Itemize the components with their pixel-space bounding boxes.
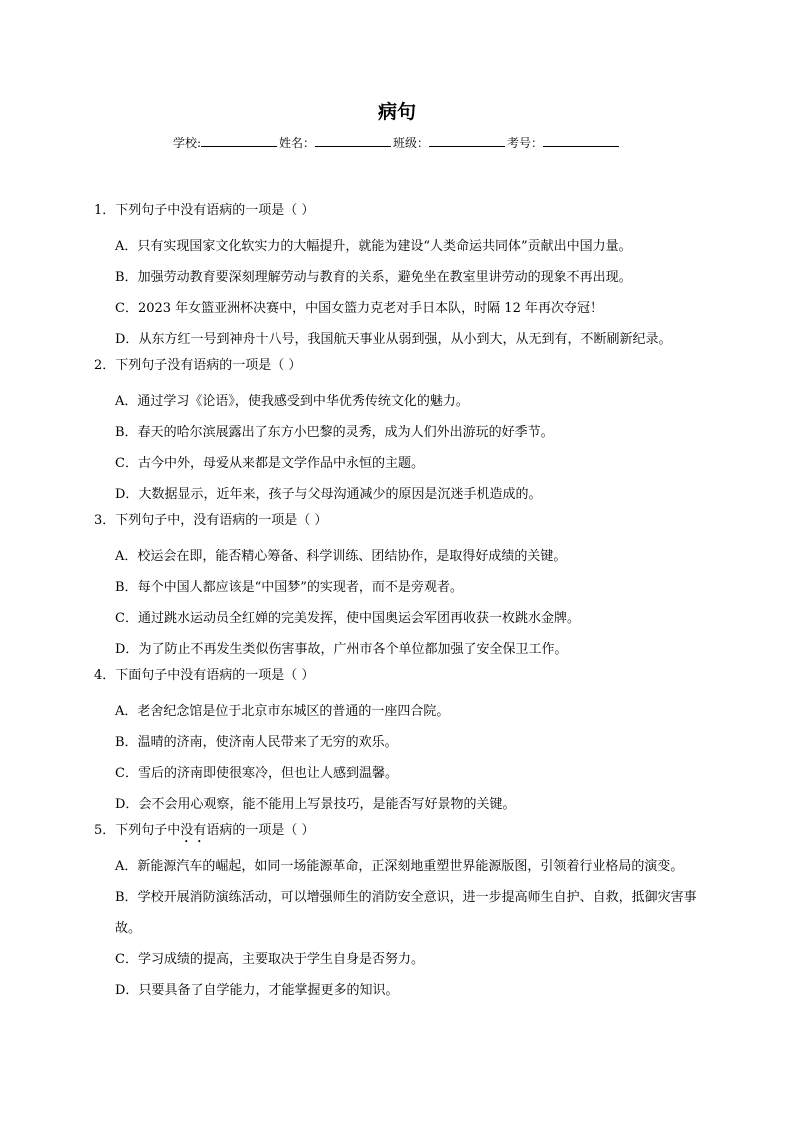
question-stem [0, 820, 794, 841]
school-blank[interactable] [201, 134, 277, 147]
option-text: 2023 年女篮亚洲杯决赛中，中国女篮力克老对手日本队，时隔 12 年再次夺冠！ [137, 301, 603, 316]
option-text: 老舍纪念馆是位于北京市东城区的普通的一座四合院。 [137, 704, 450, 719]
question-number: 5． [94, 823, 116, 838]
question-text-pre: 下列句子中 [115, 823, 181, 838]
question-1 [0, 200, 794, 355]
class-blank[interactable] [429, 134, 505, 147]
option-b[interactable] [0, 572, 794, 603]
option-letter: C． [115, 766, 138, 781]
option-text: 雪后的济南即使很寒冷，但也让人感到温馨。 [137, 766, 398, 781]
exam-no-blank[interactable] [543, 134, 619, 147]
option-letter: A． [115, 859, 138, 874]
question-stem [0, 510, 794, 531]
option-text: 只有实现国家文化软实力的大幅提升，就能为建设“人类命运共同体”贡献出中国力量。 [137, 239, 632, 254]
question-3 [0, 510, 794, 665]
question-number: 3． [94, 513, 116, 528]
option-text: 大数据显示，近年来，孩子与父母沟通减少的原因是沉迷手机造成的。 [138, 487, 542, 502]
question-4 [0, 665, 794, 820]
option-text: 温晴的济南，使济南人民带来了无穷的欢乐。 [137, 735, 398, 750]
option-letter: B． [115, 270, 138, 285]
question-stem [0, 200, 794, 221]
option-letter: C． [115, 952, 138, 967]
class-label: 班级： [393, 136, 430, 150]
question-text: 下列句子中没有语病的一项是（ ） [115, 203, 315, 218]
school-label: 学校: [172, 136, 201, 150]
option-c[interactable] [0, 603, 794, 634]
option-text: 加强劳动教育要深刻理解劳动与教育的关系，避免坐在教室里讲劳动的现象不再出现。 [137, 270, 632, 285]
option-a[interactable] [0, 851, 794, 882]
option-b[interactable] [0, 262, 794, 293]
question-stem [0, 355, 794, 376]
question-number: 2． [94, 358, 116, 373]
question-5 [0, 820, 794, 1006]
option-text: 新能源汽车的崛起，如同一场能源革命，正深刻地重塑世界能源版图，引领着行业格局的演变。 [137, 859, 684, 874]
option-text: 为了防止不再发生类似伤害事故，广州市各个单位都加强了安全保卫工作。 [138, 642, 568, 657]
option-b[interactable] [0, 417, 794, 448]
option-a[interactable] [0, 231, 794, 262]
option-text: 只要具备了自学能力，才能掌握更多的知识。 [138, 983, 399, 998]
question-text: 下列句子中，没有语病的一项是（ ） [115, 513, 328, 528]
option-letter: B． [115, 735, 138, 750]
name-blank[interactable] [315, 134, 391, 147]
option-a[interactable] [0, 386, 794, 417]
option-letter: D． [115, 642, 139, 657]
option-letter: A． [115, 704, 138, 719]
option-letter: C． [115, 456, 138, 471]
question-text: 下面句子中没有语病的一项是（ ） [115, 668, 315, 683]
option-letter: B． [115, 580, 138, 595]
question-number: 1． [94, 203, 116, 218]
option-letter: A． [115, 549, 138, 564]
option-letter: D． [115, 797, 139, 812]
question-text-emphasis: 没有 [180, 823, 207, 838]
option-text: 古今中外，母爱从来都是文学作品中永恒的主题。 [137, 456, 424, 471]
page-title: 病句 [377, 101, 416, 123]
question-list [0, 200, 794, 1006]
option-c[interactable] [0, 448, 794, 479]
option-text: 学习成绩的提高，主要取决于学生自身是否努力。 [137, 952, 424, 967]
option-letter: B． [115, 425, 138, 440]
option-letter: D． [115, 983, 139, 998]
option-text: 学校开展消防演练活动，可以增强师生的消防安全意识，进一步提高师生自护、自救，抵御灾害事故。 [115, 890, 697, 936]
option-letter: C． [115, 301, 138, 316]
option-letter: C． [115, 611, 138, 626]
option-b[interactable] [0, 727, 794, 758]
option-letter: B． [115, 890, 138, 905]
name-label: 姓名： [279, 136, 316, 150]
option-a[interactable] [0, 541, 794, 572]
question-text: 下列句子没有语病的一项是（ ） [115, 358, 302, 373]
exam-no-label: 考号： [507, 136, 544, 150]
option-text: 每个中国人都应该是“中国梦”的实现者，而不是旁观者。 [137, 580, 463, 595]
question-2 [0, 355, 794, 510]
question-stem [0, 665, 794, 686]
option-c[interactable] [0, 944, 794, 975]
option-d[interactable] [0, 479, 794, 510]
option-b[interactable] [0, 882, 794, 944]
question-number: 4． [94, 668, 116, 683]
option-letter: A． [115, 239, 138, 254]
option-d[interactable] [0, 975, 794, 1006]
question-text-post: 语病的一项是（ ） [206, 823, 315, 838]
option-c[interactable] [0, 758, 794, 789]
option-c[interactable] [0, 293, 794, 324]
option-text: 校运会在即，能否精心筹备、科学训练、团结协作，是取得好成绩的关键。 [137, 549, 567, 564]
option-text: 从东方红一号到神舟十八号，我国航天事业从弱到强，从小到大，从无到有，不断刷新纪录。 [138, 332, 672, 347]
student-info-line [0, 134, 794, 152]
option-d[interactable] [0, 634, 794, 665]
option-d[interactable] [0, 324, 794, 355]
option-letter: D． [115, 487, 139, 502]
option-text: 会不会用心观察，能不能用上写景技巧，是能否写好景物的关键。 [138, 797, 516, 812]
option-letter: A． [115, 394, 138, 409]
option-letter: D． [115, 332, 139, 347]
option-text: 春天的哈尔滨展露出了东方小巴黎的灵秀，成为人们外出游玩的好季节。 [137, 425, 554, 440]
option-text: 通过学习《论语》，使我感受到中华优秀传统文化的魅力。 [137, 394, 469, 409]
option-d[interactable] [0, 789, 794, 820]
option-text: 通过跳水运动员全红婵的完美发挥，使中国奥运会军团再收获一枚跳水金牌。 [137, 611, 580, 626]
option-a[interactable] [0, 696, 794, 727]
